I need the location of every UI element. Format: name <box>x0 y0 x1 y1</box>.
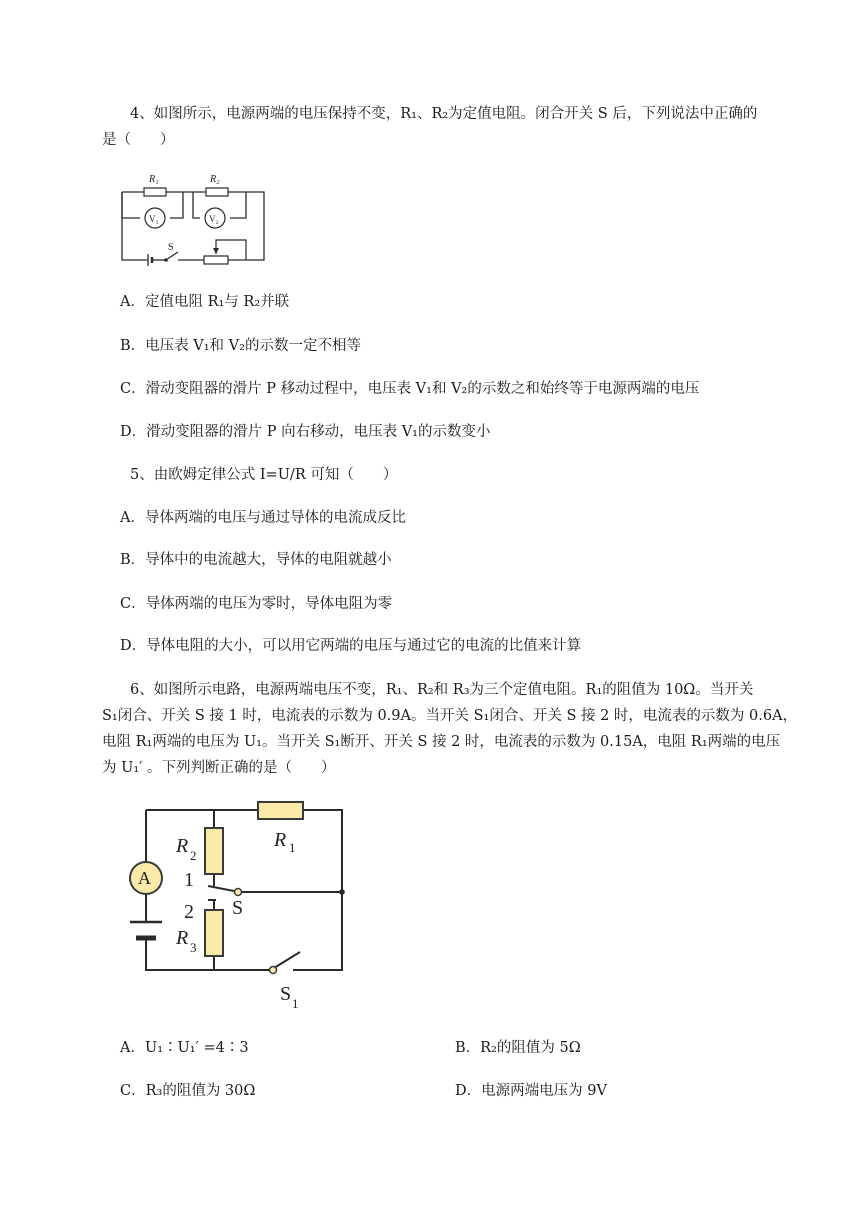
q4-option-c[interactable]: C．滑动变阻器的滑片 P 移动过程中，电压表 V₁和 V₂的示数之和始终等于电源两端的电压 <box>120 381 700 397</box>
q6-fig-ammeter-label: A <box>138 868 151 888</box>
q6-fig-s1-label: S <box>280 983 292 1005</box>
q4-fig-s-label: S <box>168 242 174 253</box>
q6-fig-r3-label: R <box>176 927 189 949</box>
q5-option-a[interactable]: A．导体两端的电压与通过导体的电流成反比 <box>120 510 406 526</box>
q6-circuit-diagram <box>118 798 353 1018</box>
q4-fig-v1-label: V₁ <box>149 214 159 224</box>
q6-fig-s1-sub: 1 <box>292 996 299 1011</box>
q4-rheostat <box>204 256 228 264</box>
q4-fig-v2-label: V₂ <box>209 214 219 224</box>
q4-option-b[interactable]: B．电压表 V₁和 V₂的示数一定不相等 <box>120 338 361 354</box>
q6-stem-line2: S₁闭合、开关 S 接 1 时，电流表的示数为 0.9A。当开关 S₁闭合、开关 S 接 2 时，电流表的示数为 0.6A， <box>102 708 798 724</box>
q6-stem-line1: 6、如图所示电路，电源两端电压不变，R₁、R₂和 R₃为三个定值电阻。R₁的阻值为 10Ω。当开关 <box>130 682 754 698</box>
q6-fig-r1-label: R <box>274 829 287 851</box>
q6-fig-r3-sub: 3 <box>190 940 197 955</box>
q6-fig-r2-sub: 2 <box>190 848 197 863</box>
q4-circuit-diagram <box>118 168 268 268</box>
q4-r2-resistor <box>206 188 228 196</box>
q4-fig-r1-label: R₁ <box>149 174 159 185</box>
q5-stem: 5、由欧姆定律公式 I=U/R 可知（ ） <box>130 467 398 483</box>
q5-option-c[interactable]: C．导体两端的电压为零时，导体电阻为零 <box>120 596 393 612</box>
q4-fig-r2-label: R₂ <box>210 174 220 185</box>
q6-fig-pos1-label: 1 <box>184 869 194 891</box>
q6-r3-resistor <box>205 910 223 956</box>
q6-fig-s-label: S <box>232 897 244 919</box>
q6-stem-line3: 电阻 R₁两端的电压为 U₁。当开关 S₁断开、开关 S 接 2 时，电流表的示数为 0.15A，电阻 R₁两端的电压 <box>102 734 781 750</box>
q4-option-d[interactable]: D．滑动变阻器的滑片 P 向右移动，电压表 V₁的示数变小 <box>120 424 491 440</box>
q6-r1-resistor <box>258 802 303 819</box>
q6-option-b[interactable]: B．R₂的阻值为 5Ω <box>455 1040 581 1056</box>
q5-option-d[interactable]: D．导体电阻的大小，可以用它两端的电压与通过它的电流的比值来计算 <box>120 638 582 654</box>
q5-option-b[interactable]: B．导体中的电流越大，导体的电阻就越小 <box>120 552 392 568</box>
q4-stem-line2: 是（ ） <box>102 132 175 148</box>
q6-fig-r2-label: R <box>176 835 189 857</box>
q4-option-a[interactable]: A．定值电阻 R₁与 R₂并联 <box>120 294 290 310</box>
q6-stem-line4: 为 U₁′ 。下列判断正确的是（ ） <box>102 760 336 776</box>
q6-r2-resistor <box>205 828 223 874</box>
q4-stem-line1: 4、如图所示，电源两端的电压保持不变，R₁、R₂为定值电阻。闭合开关 S 后，下列说法中正确的 <box>130 106 758 122</box>
q6-option-d[interactable]: D．电源两端电压为 9V <box>455 1083 607 1099</box>
q6-option-a[interactable]: A．U₁∶U₁′ =4∶3 <box>120 1040 249 1056</box>
q6-fig-r1-sub: 1 <box>289 840 296 855</box>
q4-r1-resistor <box>144 188 166 196</box>
q6-option-c[interactable]: C．R₃的阻值为 30Ω <box>120 1083 256 1099</box>
q6-fig-pos2-label: 2 <box>184 901 194 923</box>
